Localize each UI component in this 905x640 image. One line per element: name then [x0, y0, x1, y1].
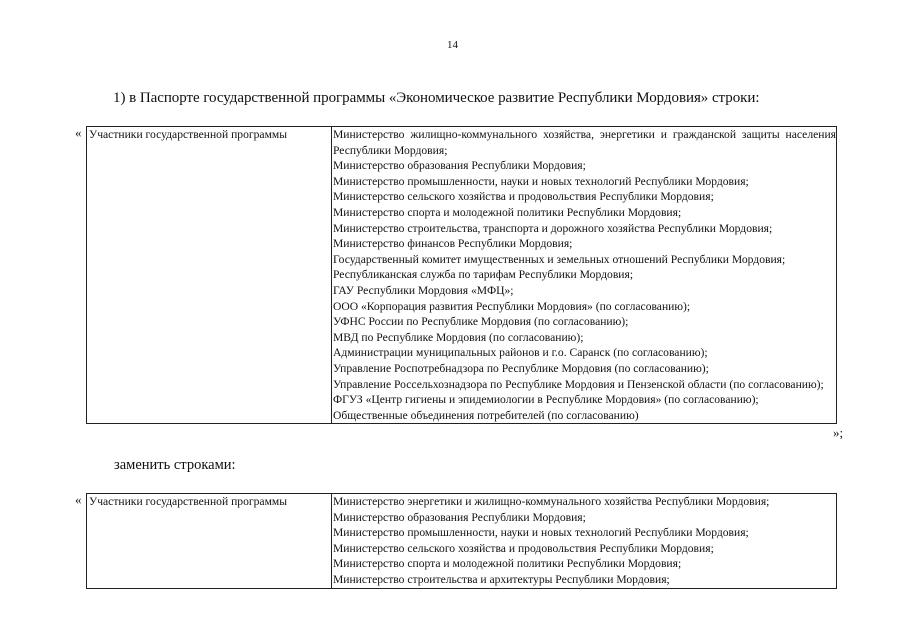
table1-open-quote: « [75, 125, 82, 140]
table2-entry: Министерство строительства и архитектуры Республики Мордовия; [332, 572, 670, 586]
amendment-intro: 1) в Паспорте государственной программы «Экономическое развитие Республики Мордовия» строки: [113, 90, 760, 106]
table2-entries [331, 494, 836, 589]
table1-entry: Государственный комитет имущественных и земельных отношений Республики Мордовия; [332, 252, 786, 266]
table2-row [87, 494, 837, 589]
table1-entry: Министерство спорта и молодежной политики Республики Мордовия; [332, 205, 682, 219]
table1-entry: МВД по Республике Мордовия (по согласованию); [332, 330, 584, 344]
table1-entry: Министерство строительства, транспорта и дорожного хозяйства Республики Мордовия; [332, 221, 773, 235]
table1-entry: Общественные объединения потребителей (по согласованию) [332, 408, 639, 422]
table1-entry: Администрации муниципальных районов и г.о. Саранск (по согласованию); [332, 346, 708, 360]
table1-entries [331, 127, 836, 424]
table1-entry: УФНС России по Республике Мордовия (по согласованию); [332, 315, 629, 329]
table1-close-quote: »; [833, 425, 844, 440]
page-number: 14 [447, 39, 458, 51]
table2-entry: Министерство сельского хозяйства и продовольствия Республики Мордовия; [332, 541, 714, 555]
table1-entry: Министерство промышленности, науки и новых технологий Республики Мордовия; [332, 174, 749, 188]
table1-entry: Министерство образования Республики Мордовия; [332, 159, 586, 173]
table2-open-quote: « [75, 492, 82, 507]
table1-label: Участники государственной программы [87, 127, 332, 424]
table1-entry: Управление Роспотребнадзора по Республике Мордовия (по согласованию); [332, 361, 709, 375]
table1-row [87, 127, 837, 424]
table2-entry: Министерство промышленности, науки и новых технологий Республики Мордовия; [332, 526, 749, 540]
table2-participants [86, 493, 837, 589]
table1-entry: ФГУЗ «Центр гигиены и эпидемиологии в Республике Мордовия» (по согласованию); [332, 393, 759, 407]
table2-entry: Министерство энергетики и жилищно-коммунального хозяйства Республики Мордовия; [332, 495, 770, 508]
table1-entry: Управление Россельхознадзора по Республике Мордовия и Пензенской области (по согласованию); [332, 377, 824, 391]
table2-label: Участники государственной программы [87, 494, 332, 589]
table1-entry: Республиканская служба по тарифам Республики Мордовия; [332, 268, 634, 282]
table1-entry: ГАУ Республики Мордовия «МФЦ»; [332, 283, 514, 297]
table1-entry: Министерство сельского хозяйства и продовольствия Республики Мордовия; [332, 190, 714, 204]
table1-participants [86, 126, 837, 424]
table1-entry: Министерство жилищно-коммунального хозяйства, энергетики и гражданской защиты населения Республики Мордовия; [332, 128, 836, 157]
table1-entry: ООО «Корпорация развития Республики Мордовия» (по согласованию); [332, 299, 691, 313]
replace-with-text: заменить строками: [114, 457, 236, 473]
table2-entry: Министерство образования Республики Мордовия; [332, 510, 586, 524]
table1-entry: Министерство финансов Республики Мордовия; [332, 237, 573, 251]
table2-entry: Министерство спорта и молодежной политики Республики Мордовия; [332, 557, 682, 571]
